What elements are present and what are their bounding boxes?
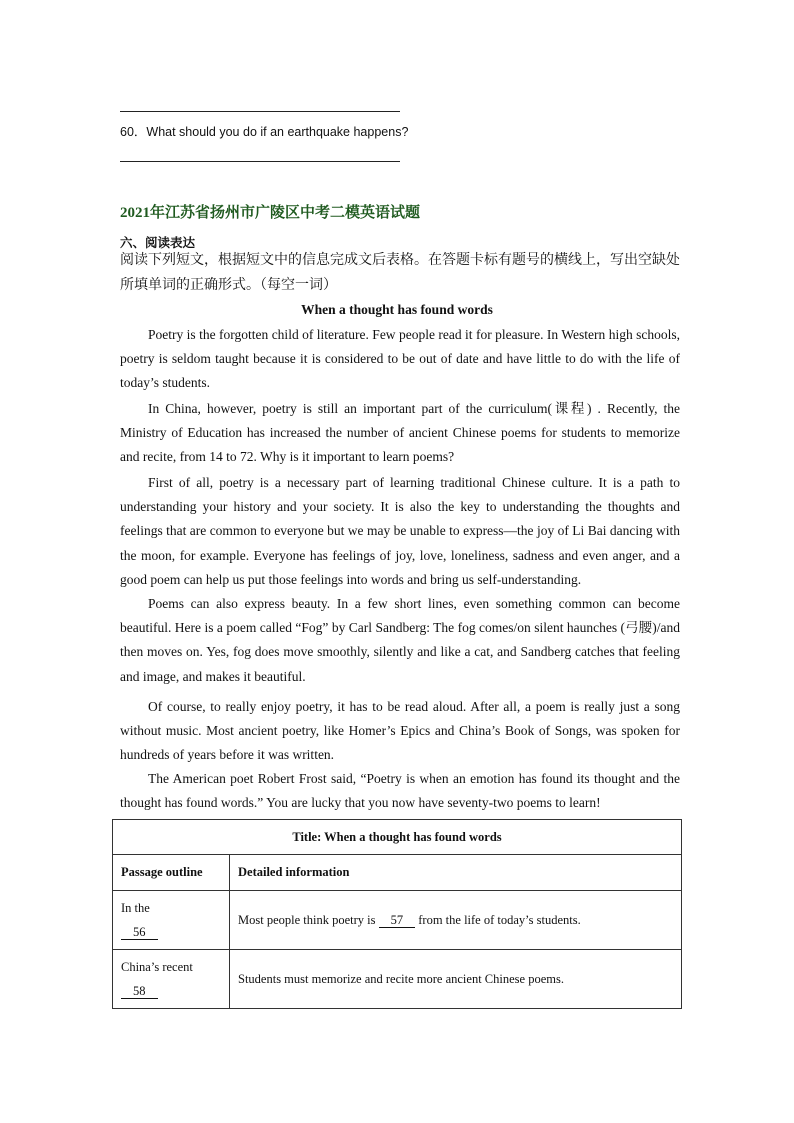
- detail-before: Most people think poetry is: [238, 912, 379, 927]
- blank-57[interactable]: 57: [379, 913, 416, 928]
- summary-table: [112, 819, 682, 1009]
- paragraph-5: Of course, to really enjoy poetry, it has to be read aloud. After all, a poem is really just a song without music. Most ancient poetry, like Homer’s Epics and China’s Book of Songs, was spoken for hundreds of years before it was written.: [120, 699, 680, 763]
- paragraph-6: The American poet Robert Frost said, “Poetry is when an emotion has found its thought and the thought has found words.” You are lucky that you now have seventy-two poems to learn!: [120, 771, 680, 811]
- passage-title: When a thought has found words: [301, 302, 493, 317]
- col-header-outline: Passage outline: [113, 855, 230, 891]
- answer-line-60[interactable]: [120, 161, 400, 162]
- outline-cell: [113, 950, 230, 1009]
- table-title: Title: When a thought has found words: [113, 820, 682, 855]
- question-60: 60．What should you do if an earthquake happens?: [120, 125, 409, 139]
- exam-title: 2021年江苏省扬州市广陵区中考二模英语试题: [120, 205, 421, 221]
- blank-58[interactable]: 58: [121, 984, 158, 999]
- paragraph-3: First of all, poetry is a necessary part of learning traditional Chinese culture. It is a path to understanding your history and your society. It is also the key to understanding the thoughts and feelings that are common to everyone but we may be unable to express—the joy of Li Bai dancing with the moon, for example. Everyone has feelings of joy, love, loneliness, sadness and even anger, and a good poem can help us put those feelings into words and bring us self-understanding.: [120, 475, 680, 587]
- table-row: [113, 891, 682, 950]
- table-row: [113, 950, 682, 1009]
- paragraph-4: Poems can also express beauty. In a few short lines, even something common can become beautiful. Here is a poem called “Fog” by Carl Sandberg: The fog comes/on silent haunches (弓腰)/and then moves on. Yes, fog does move smoothly, silently and like a cat, and Sandberg catches that feeling and image, and makes it beautiful.: [120, 596, 680, 684]
- answer-line-top[interactable]: [120, 111, 400, 112]
- detail-cell: [230, 891, 682, 950]
- paragraph-2: In China, however, poetry is still an important part of the curriculum(课程) . Recently, the Ministry of Education has increased the number of ancient Chinese poems for students to memorize and recite, from 14 to 72. Why is it important to learn poems?: [120, 401, 680, 465]
- detail-after: from the life of today’s students.: [415, 912, 581, 927]
- section-heading: 六、阅读表达: [120, 236, 196, 250]
- paragraph-1: Poetry is the forgotten child of literature. Few people read it for pleasure. In Western high schools, poetry is seldom taught because it is considered to be out of date and have little to do with the life of today’s students.: [120, 327, 680, 391]
- detail-cell: Students must memorize and recite more ancient Chinese poems.: [230, 950, 682, 1009]
- instruction-text: 阅读下列短文，根据短文中的信息完成文后表格。在答题卡标有题号的横线上，写出空缺处所填单词的正确形式。（每空一词）: [120, 253, 680, 293]
- col-header-detail: Detailed information: [230, 855, 682, 891]
- outline-prefix: In the: [121, 901, 150, 915]
- blank-56[interactable]: 56: [121, 925, 158, 940]
- outline-prefix: China’s recent: [121, 960, 193, 974]
- outline-cell: [113, 891, 230, 950]
